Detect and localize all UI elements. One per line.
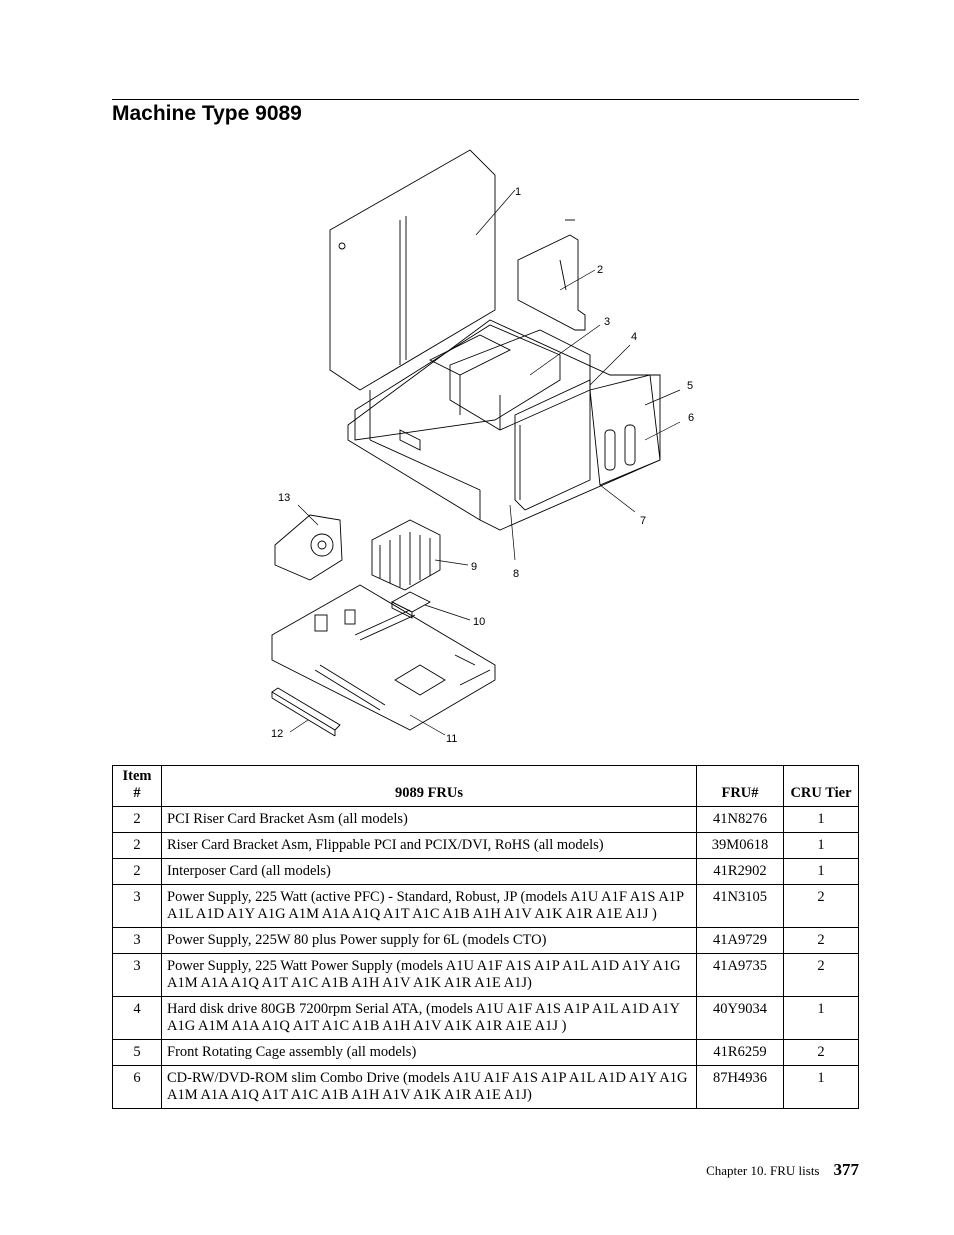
leader-lines [290, 190, 680, 735]
cell-description: PCI Riser Card Bracket Asm (all models) [162, 807, 697, 833]
table-row [113, 1066, 859, 1109]
cell-item: 2 [113, 859, 162, 885]
cell-item: 2 [113, 833, 162, 859]
table-row [113, 859, 859, 885]
cell-fru-number: 41R6259 [697, 1040, 784, 1066]
cell-fru-number: 41R2902 [697, 859, 784, 885]
cell-description: Power Supply, 225 Watt (active PFC) - Standard, Robust, JP (models A1U A1F A1S A1P A1L A1D A1Y A1G A1M A1A A1Q A1T A1C A1B A1H A1V A1K A1R A1E A1J ) [162, 885, 697, 928]
callout-13: 13 [278, 492, 291, 504]
cell-cru-tier: 1 [784, 859, 859, 885]
page-title: Machine Type 9089 [112, 102, 302, 125]
page-footer [706, 1160, 859, 1180]
callout-3: 3 [604, 316, 611, 328]
cell-item: 4 [113, 997, 162, 1040]
cell-description: CD-RW/DVD-ROM slim Combo Drive (models A1U A1F A1S A1P A1L A1D A1Y A1G A1M A1A A1Q A1T A1C A1B A1H A1V A1K A1R A1E A1J) [162, 1066, 697, 1109]
cell-description: Power Supply, 225 Watt Power Supply (models A1U A1F A1S A1P A1L A1D A1Y A1G A1M A1A A1Q A1T A1C A1B A1H A1V A1K A1R A1E A1J) [162, 954, 697, 997]
cell-fru-number: 41N3105 [697, 885, 784, 928]
callout-4: 4 [631, 331, 638, 343]
callout-1: 1 [515, 186, 522, 198]
cover-part [330, 150, 495, 390]
cell-fru-number: 39M0618 [697, 833, 784, 859]
cell-fru-number: 87H4936 [697, 1066, 784, 1109]
cell-fru-number: 41A9735 [697, 954, 784, 997]
callout-11: 11 [446, 733, 458, 745]
header-fru-number: FRU# [697, 766, 784, 807]
system-board-part [272, 585, 495, 730]
cell-item: 3 [113, 885, 162, 928]
heatsink-part [372, 520, 440, 590]
cell-item: 3 [113, 928, 162, 954]
table-row [113, 954, 859, 997]
cell-item: 2 [113, 807, 162, 833]
cell-cru-tier: 1 [784, 1066, 859, 1109]
callout-9: 9 [471, 561, 478, 573]
cell-description: Hard disk drive 80GB 7200rpm Serial ATA, (models A1U A1F A1S A1P A1L A1D A1Y A1G A1M A1A A1Q A1T A1C A1B A1H A1V A1K A1R A1E A1J ) [162, 997, 697, 1040]
riser-bracket-part [518, 220, 585, 330]
cell-cru-tier: 1 [784, 833, 859, 859]
table-row [113, 1040, 859, 1066]
cell-description: Power Supply, 225W 80 plus Power supply for 6L (models CTO) [162, 928, 697, 954]
fan-part [275, 515, 342, 580]
power-supply-part [450, 330, 590, 430]
cell-description: Interposer Card (all models) [162, 859, 697, 885]
callout-6: 6 [688, 412, 695, 424]
callout-2: 2 [597, 264, 604, 276]
header-item: Item # [113, 766, 162, 807]
cell-cru-tier: 2 [784, 1040, 859, 1066]
header-fru-description: 9089 FRUs [162, 766, 697, 807]
footer-chapter: Chapter 10. FRU lists [706, 1163, 820, 1178]
fru-table-header [113, 766, 859, 807]
fru-table [112, 765, 859, 1109]
cell-item: 6 [113, 1066, 162, 1109]
callout-5: 5 [687, 380, 694, 392]
callout-8: 8 [513, 568, 520, 580]
table-row [113, 833, 859, 859]
page-number: 377 [833, 1160, 859, 1179]
cell-cru-tier: 1 [784, 807, 859, 833]
callout-7: 7 [640, 515, 647, 527]
cell-cru-tier: 1 [784, 997, 859, 1040]
cell-cru-tier: 2 [784, 885, 859, 928]
callout-12: 12 [271, 728, 284, 740]
cell-fru-number: 41N8276 [697, 807, 784, 833]
chassis-part [348, 320, 660, 530]
cell-fru-number: 40Y9034 [697, 997, 784, 1040]
cell-description: Front Rotating Cage assembly (all models) [162, 1040, 697, 1066]
drive-cage-part [515, 375, 660, 510]
cell-cru-tier: 2 [784, 954, 859, 997]
cell-item: 5 [113, 1040, 162, 1066]
cell-description: Riser Card Bracket Asm, Flippable PCI and PCIX/DVI, RoHS (all models) [162, 833, 697, 859]
table-row [113, 928, 859, 954]
exploded-parts-diagram [260, 140, 710, 750]
processor-part [392, 592, 430, 618]
cell-cru-tier: 2 [784, 928, 859, 954]
header-cru-tier: CRU Tier [784, 766, 859, 807]
table-row [113, 885, 859, 928]
callout-10: 10 [473, 616, 486, 628]
table-row [113, 807, 859, 833]
table-row [113, 997, 859, 1040]
header-rule [112, 99, 859, 100]
cell-fru-number: 41A9729 [697, 928, 784, 954]
cell-item: 3 [113, 954, 162, 997]
